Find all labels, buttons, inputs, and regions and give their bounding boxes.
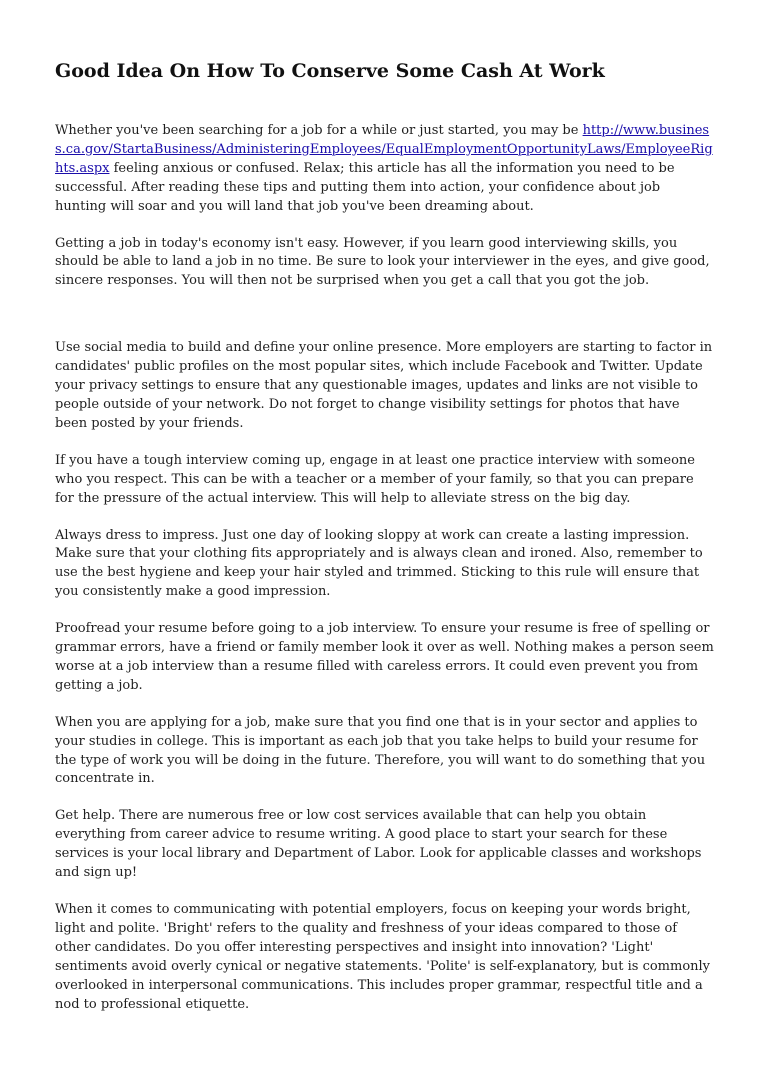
- intro-text-after-link: feeling anxious or confused. Relax; this article has all the information you need to be successful. After reading these tips and putting them into action, your confidence about job hunting will soar and you will land that job you've been dreaming about.: [55, 160, 675, 214]
- paragraph-get-help: Get help. There are numerous free or low cost services available that can help you obtain everything from career advice to resume writing. A good place to start your search for these services is your local library and Department of Labor. Look for applicable classes and workshops and sign up!: [55, 808, 702, 881]
- employee-rights-link[interactable]: http://www.business.ca.gov/StartaBusiness/AdministeringEmployees/EqualEmploymentOpportunityLaws/EmployeeRights.aspx: [55, 123, 713, 176]
- page-title: Good Idea On How To Conserve Some Cash At Work: [55, 60, 605, 82]
- paragraph-social-media: Use social media to build and define your online presence. More employers are starting to factor in candidates' public profiles on the most popular sites, which include Facebook and Twitter. Update your privacy settings to ensure that any questionable images, updates and links are not visible to people outside of your network. Do not forget to change visibility settings for photos that have been posted by your friends.: [55, 340, 713, 431]
- paragraph-practice-interview: If you have a tough interview coming up, engage in at least one practice interview with someone who you respect. This can be with a teacher or a member of your family, so that you can prepare for the pressure of the actual interview. This will help to alleviate stress on the big day.: [55, 452, 695, 506]
- paragraph-job-in-sector: When you are applying for a job, make sure that you find one that is in your sector and applies to your studies in college. This is important as each job that you take helps to build your resume for the type of work you will be doing in the future. Therefore, you will want to do something that you concentrate in.: [55, 714, 706, 787]
- paragraph-dress-to-impress: Always dress to impress. Just one day of looking sloppy at work can create a lasting impression. Make sure that your clothing fits appropriately and is always clean and ironed. Also, remember to use the best hygiene and keep your hair styled and trimmed. Sticking to this rule will ensure that you consistently make a good impression.: [55, 527, 703, 600]
- intro-paragraph: [55, 122, 715, 217]
- document-page: [55, 58, 715, 1032]
- paragraph-communicating: When it comes to communicating with potential employers, focus on keeping your words bright, light and polite. 'Bright' refers to the quality and freshness of your ideas compared to those of other candidates. Do you offer interesting perspectives and insight into innovation? 'Light' sentiments avoid overly cynical or negative statements. 'Polite' is self-explanatory, but is commonly overlooked in interpersonal communications. This includes proper grammar, respectful title and a nod to professional etiquette.: [55, 902, 711, 1012]
- intro-text-before-link: Whether you've been searching for a job for a while or just started, you may be: [55, 123, 583, 138]
- paragraph-proofread-resume: Proofread your resume before going to a job interview. To ensure your resume is free of spelling or grammar errors, have a friend or family member look it over as well. Nothing makes a person seem worse at a job interview than a resume filled with careless errors. It could even prevent you from getting a job.: [55, 621, 714, 693]
- paragraph-interview-skills: Getting a job in today's economy isn't easy. However, if you learn good interviewing skills, you should be able to land a job in no time. Be sure to look your interviewer in the eyes, and give good, sincere responses. You will then not be surprised when you get a call that you got the job.: [55, 235, 710, 289]
